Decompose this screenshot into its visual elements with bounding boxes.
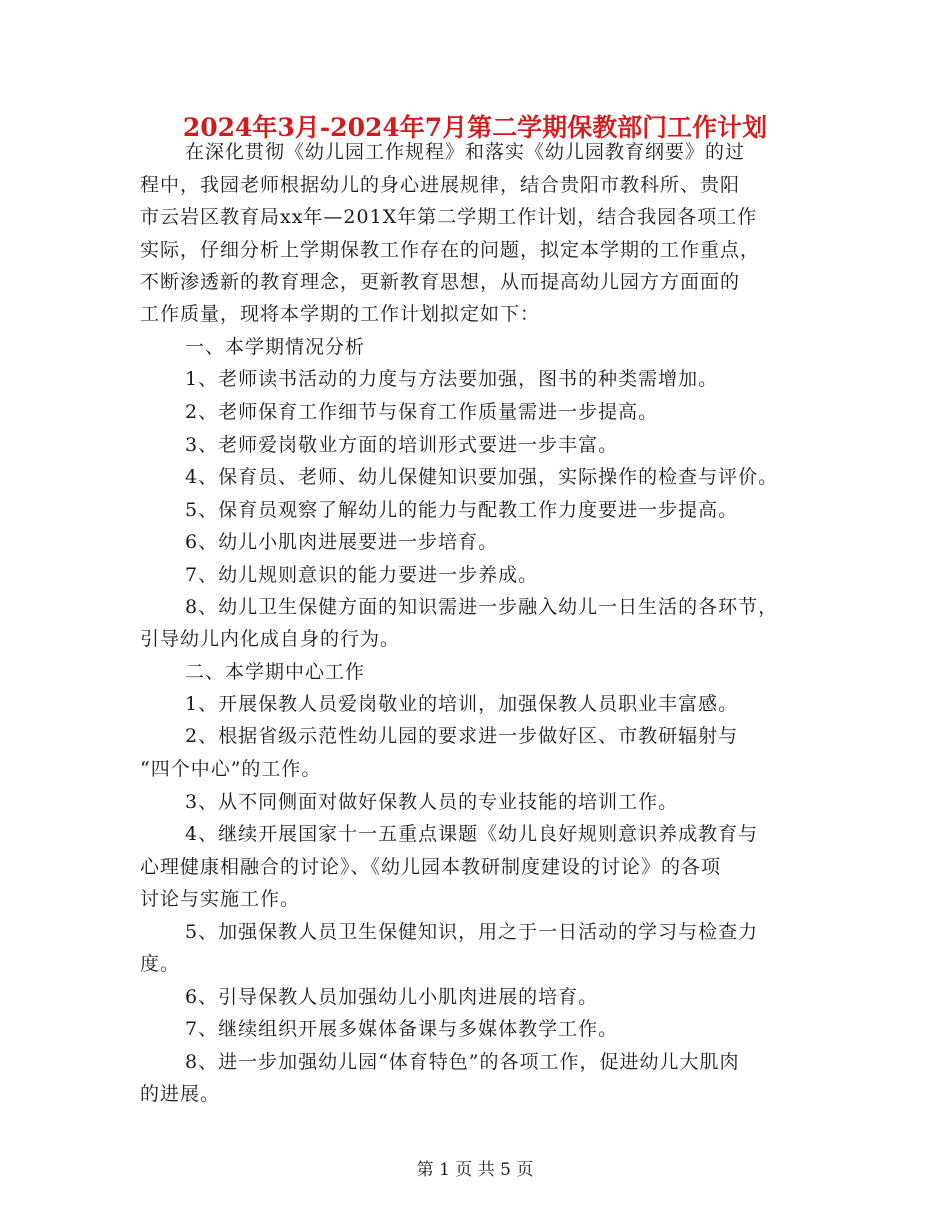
paragraph-line: 工作质量，现将本学期的工作计划拟定如下： [140, 303, 541, 325]
list-item: 7、继续组织开展多媒体备课与多媒体教学工作。 [185, 1018, 619, 1040]
list-item: 5、加强保教人员卫生保健知识，用之于一日活动的学习与检查力 [185, 921, 759, 943]
list-item-continuation: 心理健康相融合的讨论》、《幼儿园本教研制度建设的讨论》的各项 [140, 856, 722, 878]
paragraph-line: 市云岩区教育局xx年—201X年第二学期工作计划，结合我园各项工作 [140, 206, 758, 228]
paragraph-line: 实际，仔细分析上学期保教工作存在的问题，拟定本学期的工作重点， [140, 239, 761, 261]
list-item-continuation: 度。 [140, 953, 181, 975]
section-heading: 一、本学期情况分析 [185, 336, 366, 358]
list-item: 1、开展保教人员爱岗敬业的培训，加强保教人员职业丰富感。 [185, 693, 739, 715]
list-item: 5、保育员观察了解幼儿的能力与配教工作力度要进一步提高。 [185, 499, 739, 521]
list-item-continuation: “四个中心”的工作。 [140, 758, 322, 780]
list-item: 1、老师读书活动的力度与方法要加强，图书的种类需增加。 [185, 368, 719, 390]
list-item: 6、引导保教人员加强幼儿小肌肉进展的培育。 [185, 986, 599, 1008]
section-heading: 二、本学期中心工作 [185, 661, 366, 683]
list-item: 3、从不同侧面对做好保教人员的专业技能的培训工作。 [185, 791, 679, 813]
list-item: 4、保育员、老师、幼儿保健知识要加强，实际操作的检查与评价。 [185, 466, 779, 488]
list-item: 7、幼儿规则意识的能力要进一步养成。 [185, 564, 539, 586]
document-title: 2024年3月-2024年7月第二学期保教部门工作计划 [182, 113, 768, 142]
paragraph-line: 在深化贯彻《幼儿园工作规程》和落实《幼儿园教育纲要》的过 [185, 141, 746, 163]
list-item-continuation: 的进展。 [140, 1083, 221, 1105]
paragraph-line: 不断渗透新的教育理念，更新教育思想，从而提高幼儿园方方面面的 [140, 271, 741, 293]
list-item-continuation: 讨论与实施工作。 [140, 888, 301, 910]
list-item: 8、幼儿卫生保健方面的知识需进一步融入幼儿一日生活的各环节， [185, 596, 779, 618]
paragraph-line: 程中，我园老师根据幼儿的身心进展规律，结合贵阳市教科所、贵阳 [140, 174, 741, 196]
list-item: 8、进一步加强幼儿园“体育特色”的各项工作，促进幼儿大肌肉 [185, 1051, 740, 1073]
list-item: 2、根据省级示范性幼儿园的要求进一步做好区、市教研辐射与 [185, 725, 739, 747]
list-item: 3、老师爱岗敬业方面的培训形式要进一步丰富。 [185, 434, 619, 456]
list-item: 6、幼儿小肌肉进展要进一步培育。 [185, 531, 499, 553]
page-number: 第 1 页 共 5 页 [416, 1160, 534, 1180]
list-item: 4、继续开展国家十一五重点课题《幼儿良好规则意识养成教育与 [185, 823, 759, 845]
list-item: 2、老师保育工作细节与保育工作质量需进一步提高。 [185, 401, 659, 423]
list-item-continuation: 引导幼儿内化成自身的行为。 [140, 628, 401, 650]
